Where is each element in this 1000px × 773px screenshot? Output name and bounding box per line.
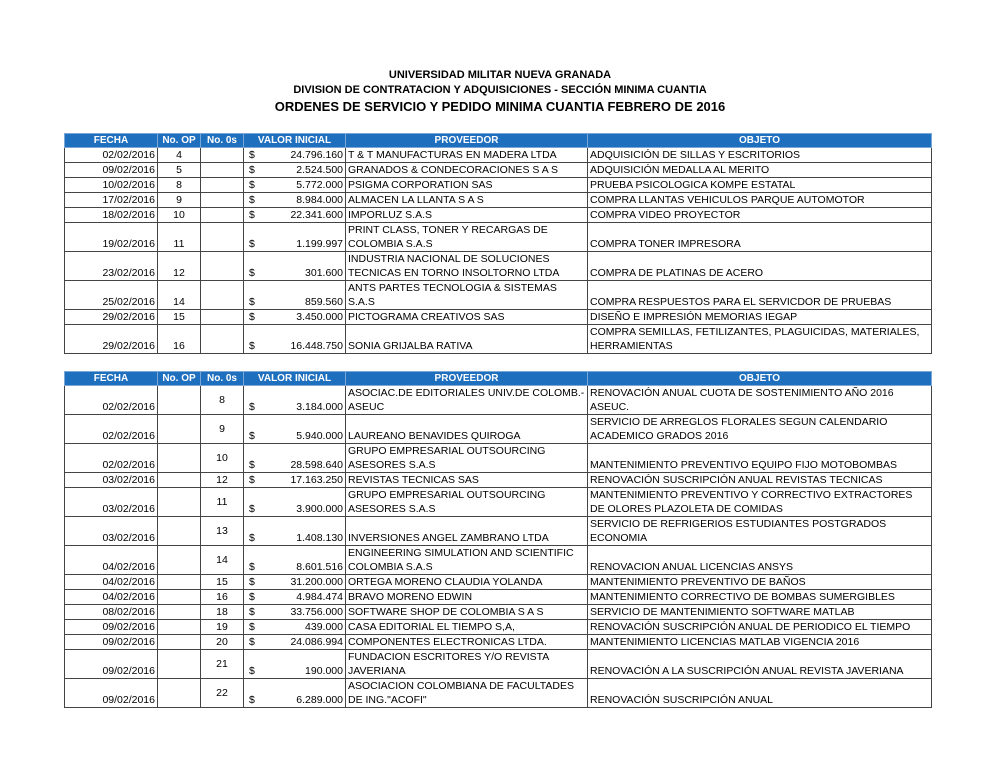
cell-proveedor: GRUPO EMPRESARIAL OUTSOURCING ASESORES S.A.S — [346, 444, 588, 473]
cell-os: 8 — [201, 386, 244, 415]
table-row — [65, 148, 932, 163]
cell-objeto: COMPRA TONER IMPRESORA — [588, 223, 932, 252]
cell-valor — [244, 325, 346, 354]
cell-valor — [244, 208, 346, 223]
cell-op: 4 — [158, 148, 201, 163]
cell-op — [158, 517, 201, 546]
cell-fecha: 08/02/2016 — [65, 605, 158, 620]
cell-proveedor: SOFTWARE SHOP DE COLOMBIA S A S — [346, 605, 588, 620]
cell-valor — [244, 386, 346, 415]
cell-os: 18 — [201, 605, 244, 620]
cell-valor — [244, 650, 346, 679]
col-op: No. OP — [158, 134, 201, 148]
cell-op — [158, 575, 201, 590]
cell-os — [201, 148, 244, 163]
currency-symbol: $ — [249, 401, 255, 413]
cell-valor — [244, 252, 346, 281]
table-row — [65, 575, 932, 590]
cell-fecha: 03/02/2016 — [65, 473, 158, 488]
cell-fecha: 09/02/2016 — [65, 679, 158, 708]
cell-proveedor: BRAVO MORENO EDWIN — [346, 590, 588, 605]
cell-op: 16 — [158, 325, 201, 354]
cell-os — [201, 223, 244, 252]
cell-proveedor: INVERSIONES ANGEL ZAMBRANO LTDA — [346, 517, 588, 546]
table-row — [65, 444, 932, 473]
cell-proveedor: ASOCIACION COLOMBIANA DE FACULTADES DE ING."ACOFI" — [346, 679, 588, 708]
amount: 3.900.000 — [296, 503, 343, 515]
cell-op: 9 — [158, 193, 201, 208]
cell-valor — [244, 415, 346, 444]
cell-fecha: 19/02/2016 — [65, 223, 158, 252]
table-row — [65, 310, 932, 325]
cell-objeto: ADQUISICIÓN DE SILLAS Y ESCRITORIOS — [588, 148, 932, 163]
cell-op — [158, 386, 201, 415]
cell-op — [158, 444, 201, 473]
cell-fecha: 02/02/2016 — [65, 148, 158, 163]
col-valor: VALOR INICIAL — [244, 134, 346, 148]
cell-valor — [244, 575, 346, 590]
cell-objeto: PRUEBA PSICOLOGICA KOMPE ESTATAL — [588, 178, 932, 193]
amount: 24.086.994 — [290, 636, 343, 648]
cell-proveedor: ORTEGA MORENO CLAUDIA YOLANDA — [346, 575, 588, 590]
amount: 24.796.160 — [290, 149, 343, 161]
currency-symbol: $ — [249, 238, 255, 250]
cell-op — [158, 590, 201, 605]
cell-objeto: RENOVACIÓN ANUAL CUOTA DE SOSTENIMIENTO AÑO 2016 ASEUC. — [588, 386, 932, 415]
cell-valor — [244, 148, 346, 163]
cell-objeto: SERVICIO DE REFRIGERIOS ESTUDIANTES POSTGRADOS ECONOMIA — [588, 517, 932, 546]
cell-fecha: 09/02/2016 — [65, 163, 158, 178]
cell-proveedor: PRINT CLASS, TONER Y RECARGAS DE COLOMBIA S.A.S — [346, 223, 588, 252]
cell-os — [201, 193, 244, 208]
cell-proveedor: FUNDACION ESCRITORES Y/O REVISTA JAVERIANA — [346, 650, 588, 679]
cell-proveedor: SONIA GRIJALBA RATIVA — [346, 325, 588, 354]
cell-os: 12 — [201, 473, 244, 488]
cell-objeto: MANTENIMIENTO LICENCIAS MATLAB VIGENCIA 2016 — [588, 635, 932, 650]
cell-proveedor: ALMACEN LA LLANTA S A S — [346, 193, 588, 208]
table-row — [65, 517, 932, 546]
table-row — [65, 635, 932, 650]
col-proveedor: PROVEEDOR — [346, 372, 588, 386]
amount: 859.560 — [305, 296, 343, 308]
cell-fecha: 03/02/2016 — [65, 517, 158, 546]
cell-objeto: RENOVACIÓN A LA SUSCRIPCIÓN ANUAL REVISTA JAVERIANA — [588, 650, 932, 679]
table-row — [65, 163, 932, 178]
table-row — [65, 605, 932, 620]
cell-fecha: 03/02/2016 — [65, 488, 158, 517]
currency-symbol: $ — [249, 503, 255, 515]
amount: 28.598.640 — [290, 459, 343, 471]
currency-symbol: $ — [249, 149, 255, 161]
cell-objeto: COMPRA LLANTAS VEHICULOS PARQUE AUTOMOTOR — [588, 193, 932, 208]
currency-symbol: $ — [249, 430, 255, 442]
amount: 5.940.000 — [296, 430, 343, 442]
cell-op — [158, 679, 201, 708]
cell-op — [158, 650, 201, 679]
table-row — [65, 386, 932, 415]
table-row — [65, 178, 932, 193]
col-fecha: FECHA — [65, 134, 158, 148]
cell-os: 20 — [201, 635, 244, 650]
amount: 33.756.000 — [290, 606, 343, 618]
cell-fecha: 04/02/2016 — [65, 575, 158, 590]
cell-proveedor: CASA EDITORIAL EL TIEMPO S,A, — [346, 620, 588, 635]
amount: 17.163.250 — [290, 474, 343, 486]
amount: 3.450.000 — [296, 311, 343, 323]
header-division: DIVISION DE CONTRATACION Y ADQUISICIONES - SECCIÓN MINIMA CUANTIA — [293, 84, 707, 96]
cell-os: 16 — [201, 590, 244, 605]
currency-symbol: $ — [249, 296, 255, 308]
cell-os — [201, 310, 244, 325]
cell-valor — [244, 546, 346, 575]
cell-fecha: 09/02/2016 — [65, 650, 158, 679]
cell-op: 12 — [158, 252, 201, 281]
currency-symbol: $ — [249, 621, 255, 633]
cell-objeto: ADQUISICIÓN MEDALLA AL MERITO — [588, 163, 932, 178]
cell-objeto: RENOVACIÓN SUSCRIPCIÓN ANUAL REVISTAS TECNICAS — [588, 473, 932, 488]
cell-op: 10 — [158, 208, 201, 223]
cell-valor — [244, 178, 346, 193]
amount: 2.524.500 — [296, 164, 343, 176]
cell-objeto: RENOVACIÓN SUSCRIPCIÓN ANUAL DE PERIODICO EL TIEMPO — [588, 620, 932, 635]
cell-os — [201, 163, 244, 178]
table-row — [65, 325, 932, 354]
cell-os: 10 — [201, 444, 244, 473]
cell-objeto: COMPRA SEMILLAS, FETILIZANTES, PLAGUICIDAS, MATERIALES, HERRAMIENTAS — [588, 325, 932, 354]
cell-proveedor: PICTOGRAMA CREATIVOS SAS — [346, 310, 588, 325]
amount: 22.341.600 — [290, 209, 343, 221]
cell-os: 11 — [201, 488, 244, 517]
table-row — [65, 223, 932, 252]
cell-proveedor: LAUREANO BENAVIDES QUIROGA — [346, 415, 588, 444]
cell-op: 14 — [158, 281, 201, 310]
cell-op: 8 — [158, 178, 201, 193]
cell-os — [201, 325, 244, 354]
amount: 6.289.000 — [296, 694, 343, 706]
currency-symbol: $ — [249, 694, 255, 706]
table-row — [65, 650, 932, 679]
cell-valor — [244, 473, 346, 488]
amount: 1.199.997 — [296, 238, 343, 250]
amount: 5.772.000 — [296, 179, 343, 191]
cell-fecha: 09/02/2016 — [65, 635, 158, 650]
cell-valor — [244, 444, 346, 473]
currency-symbol: $ — [249, 636, 255, 648]
cell-os: 13 — [201, 517, 244, 546]
cell-proveedor: IMPORLUZ S.A.S — [346, 208, 588, 223]
cell-os: 21 — [201, 650, 244, 679]
table-row — [65, 679, 932, 708]
table-row — [65, 473, 932, 488]
cell-fecha: 18/02/2016 — [65, 208, 158, 223]
cell-os — [201, 178, 244, 193]
cell-valor — [244, 163, 346, 178]
cell-os: 15 — [201, 575, 244, 590]
cell-os: 22 — [201, 679, 244, 708]
cell-objeto: MANTENIMIENTO PREVENTIVO Y CORRECTIVO EXTRACTORES DE OLORES PLAZOLETA DE COMIDAS — [588, 488, 932, 517]
orders-table-os — [64, 371, 932, 708]
table-row — [65, 590, 932, 605]
amount: 190.000 — [305, 665, 343, 677]
cell-objeto: COMPRA DE PLATINAS DE ACERO — [588, 252, 932, 281]
col-op: No. OP — [158, 372, 201, 386]
currency-symbol: $ — [249, 194, 255, 206]
cell-objeto: MANTENIMIENTO PREVENTIVO EQUIPO FIJO MOTOBOMBAS — [588, 444, 932, 473]
table-header-row — [65, 134, 932, 148]
currency-symbol: $ — [249, 474, 255, 486]
cell-fecha: 09/02/2016 — [65, 620, 158, 635]
cell-objeto: COMPRA VIDEO PROYECTOR — [588, 208, 932, 223]
cell-objeto: DISEÑO E IMPRESIÓN MEMORIAS IEGAP — [588, 310, 932, 325]
cell-op: 11 — [158, 223, 201, 252]
table-row — [65, 281, 932, 310]
cell-fecha: 02/02/2016 — [65, 444, 158, 473]
currency-symbol: $ — [249, 311, 255, 323]
currency-symbol: $ — [249, 561, 255, 573]
amount: 439.000 — [305, 621, 343, 633]
col-os: No. 0s — [201, 372, 244, 386]
amount: 1.408.130 — [296, 532, 343, 544]
col-objeto: OBJETO — [588, 372, 932, 386]
table-row — [65, 488, 932, 517]
cell-objeto: SERVICIO DE MANTENIMIENTO SOFTWARE MATLAB — [588, 605, 932, 620]
currency-symbol: $ — [249, 209, 255, 221]
cell-op — [158, 546, 201, 575]
cell-proveedor: ASOCIAC.DE EDITORIALES UNIV.DE COLOMB.-ASEUC — [346, 386, 588, 415]
orders-table-op — [64, 133, 932, 354]
cell-valor — [244, 310, 346, 325]
cell-fecha: 02/02/2016 — [65, 415, 158, 444]
amount: 8.984.000 — [296, 194, 343, 206]
currency-symbol: $ — [249, 164, 255, 176]
cell-valor — [244, 679, 346, 708]
cell-valor — [244, 281, 346, 310]
cell-proveedor: GRUPO EMPRESARIAL OUTSOURCING ASESORES S.A.S — [346, 488, 588, 517]
cell-objeto: MANTENIMIENTO CORRECTIVO DE BOMBAS SUMERGIBLES — [588, 590, 932, 605]
cell-op — [158, 488, 201, 517]
cell-proveedor: PSIGMA CORPORATION SAS — [346, 178, 588, 193]
table-row — [65, 208, 932, 223]
cell-valor — [244, 223, 346, 252]
col-os: No. 0s — [201, 134, 244, 148]
cell-os: 14 — [201, 546, 244, 575]
cell-valor — [244, 590, 346, 605]
cell-os: 19 — [201, 620, 244, 635]
cell-op — [158, 415, 201, 444]
cell-op: 15 — [158, 310, 201, 325]
currency-symbol: $ — [249, 459, 255, 471]
col-valor: VALOR INICIAL — [244, 372, 346, 386]
cell-op — [158, 620, 201, 635]
cell-proveedor: COMPONENTES ELECTRONICAS LTDA. — [346, 635, 588, 650]
cell-proveedor: T & T MANUFACTURAS EN MADERA LTDA — [346, 148, 588, 163]
table-row — [65, 252, 932, 281]
cell-fecha: 25/02/2016 — [65, 281, 158, 310]
cell-os — [201, 252, 244, 281]
col-proveedor: PROVEEDOR — [346, 134, 588, 148]
cell-fecha: 29/02/2016 — [65, 325, 158, 354]
table-header-row — [65, 372, 932, 386]
cell-os — [201, 281, 244, 310]
currency-symbol: $ — [249, 179, 255, 191]
currency-symbol: $ — [249, 591, 255, 603]
table-row — [65, 620, 932, 635]
amount: 31.200.000 — [290, 576, 343, 588]
currency-symbol: $ — [249, 606, 255, 618]
cell-proveedor: GRANADOS & CONDECORACIONES S A S — [346, 163, 588, 178]
cell-fecha: 02/02/2016 — [65, 386, 158, 415]
currency-symbol: $ — [249, 576, 255, 588]
table-row — [65, 415, 932, 444]
cell-fecha: 29/02/2016 — [65, 310, 158, 325]
amount: 3.184.000 — [296, 401, 343, 413]
cell-valor — [244, 605, 346, 620]
currency-symbol: $ — [249, 340, 255, 352]
col-objeto: OBJETO — [588, 134, 932, 148]
page-title: ORDENES DE SERVICIO Y PEDIDO MINIMA CUANTIA FEBRERO DE 2016 — [274, 99, 726, 114]
cell-objeto: RENOVACIÓN SUSCRIPCIÓN ANUAL — [588, 679, 932, 708]
amount: 4.984.474 — [296, 591, 343, 603]
amount: 8.601.516 — [296, 561, 343, 573]
amount: 16.448.750 — [290, 340, 343, 352]
col-fecha: FECHA — [65, 372, 158, 386]
cell-valor — [244, 517, 346, 546]
cell-fecha: 10/02/2016 — [65, 178, 158, 193]
amount: 301.600 — [305, 267, 343, 279]
cell-fecha: 04/02/2016 — [65, 546, 158, 575]
cell-objeto: COMPRA RESPUESTOS PARA EL SERVICDOR DE PRUEBAS — [588, 281, 932, 310]
cell-op — [158, 605, 201, 620]
cell-fecha: 17/02/2016 — [65, 193, 158, 208]
header-university: UNIVERSIDAD MILITAR NUEVA GRANADA — [388, 69, 612, 81]
cell-fecha: 04/02/2016 — [65, 590, 158, 605]
cell-os — [201, 208, 244, 223]
cell-proveedor: INDUSTRIA NACIONAL DE SOLUCIONES TECNICAS EN TORNO INSOLTORNO LTDA — [346, 252, 588, 281]
cell-proveedor: ENGINEERING SIMULATION AND SCIENTIFIC COLOMBIA S.A.S — [346, 546, 588, 575]
cell-op: 5 — [158, 163, 201, 178]
cell-op — [158, 473, 201, 488]
currency-symbol: $ — [249, 532, 255, 544]
cell-op — [158, 635, 201, 650]
cell-fecha: 23/02/2016 — [65, 252, 158, 281]
cell-proveedor: ANTS PARTES TECNOLOGIA & SISTEMAS S.A.S — [346, 281, 588, 310]
cell-valor — [244, 635, 346, 650]
cell-objeto: RENOVACION ANUAL LICENCIAS ANSYS — [588, 546, 932, 575]
cell-valor — [244, 620, 346, 635]
currency-symbol: $ — [249, 267, 255, 279]
cell-objeto: SERVICIO DE ARREGLOS FLORALES SEGUN CALENDARIO ACADEMICO GRADOS 2016 — [588, 415, 932, 444]
cell-os: 9 — [201, 415, 244, 444]
table-row — [65, 193, 932, 208]
cell-objeto: MANTENIMIENTO PREVENTIVO DE BAÑOS — [588, 575, 932, 590]
cell-proveedor: REVISTAS TECNICAS SAS — [346, 473, 588, 488]
currency-symbol: $ — [249, 665, 255, 677]
cell-valor — [244, 193, 346, 208]
table-row — [65, 546, 932, 575]
cell-valor — [244, 488, 346, 517]
